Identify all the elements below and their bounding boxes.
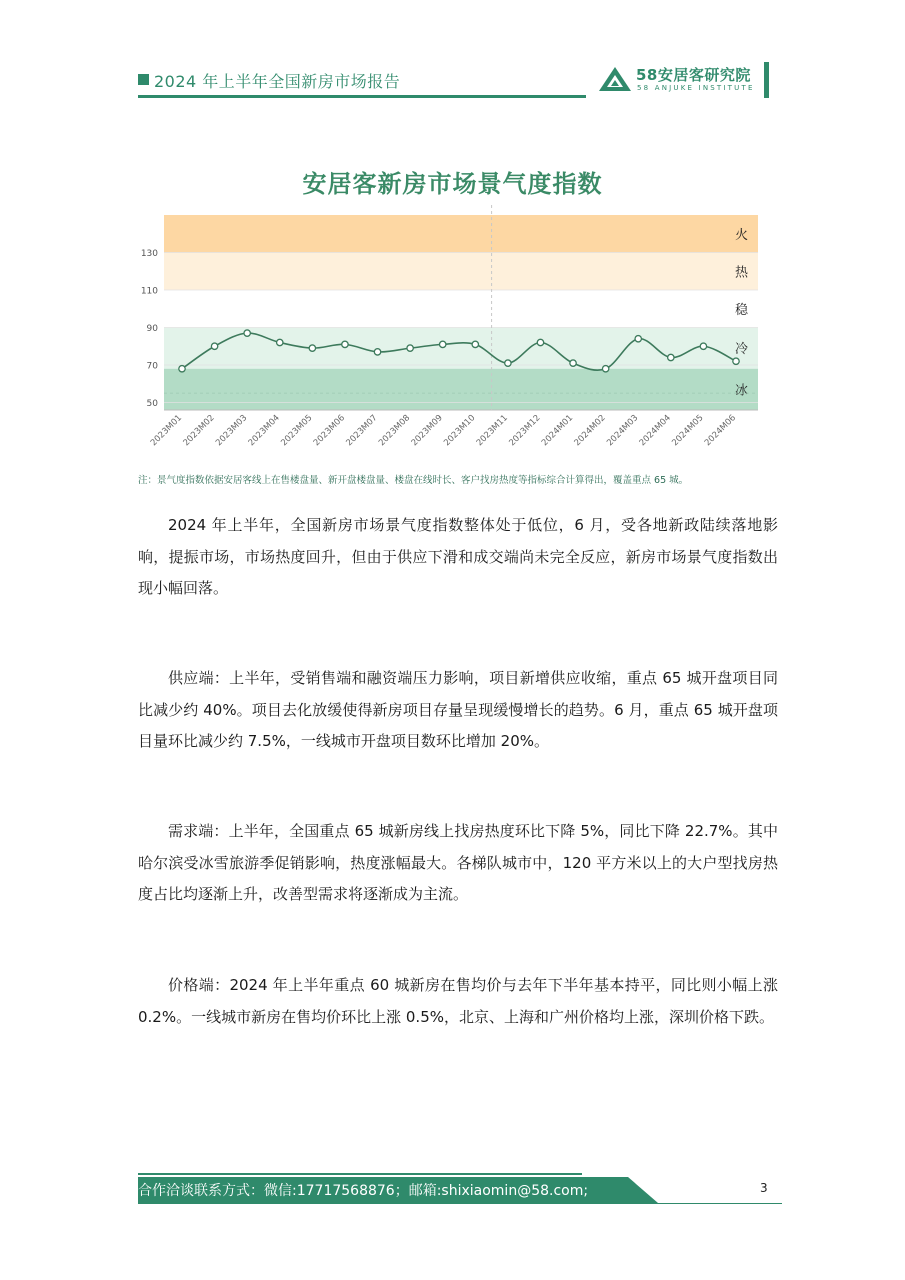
data-point xyxy=(733,358,739,364)
x-tick-label: 2023M04 xyxy=(246,413,282,449)
x-tick-label: 2024M04 xyxy=(637,413,673,449)
logo-subtitle: 58 ANJUKE INSTITUTE xyxy=(637,84,755,92)
page-number: 3 xyxy=(760,1181,768,1195)
data-point xyxy=(179,366,185,372)
band-label: 热 xyxy=(734,265,748,281)
data-point xyxy=(635,336,641,342)
y-tick-label: 110 xyxy=(140,286,158,297)
x-tick-label: 2024M02 xyxy=(572,413,608,449)
band-label: 稳 xyxy=(734,302,748,318)
y-tick-label: 130 xyxy=(140,249,158,259)
x-tick-label: 2024M03 xyxy=(605,413,641,449)
paragraph-text: 供应端：上半年，受销售端和融资端压力影响，项目新增供应收缩，重点 65 城开盘项目同比减少约 40%。项目去化放缓使得新房项目存量呈现缓慢增长的趋势。6 月，重点 65 城开盘项目量环比减少约 7.5%，一线城市开盘项目数环比增加 20%。 xyxy=(138,669,778,750)
report-title: 2024 年上半年全国新房市场报告 xyxy=(154,72,401,91)
band-1 xyxy=(164,253,758,291)
data-point xyxy=(537,339,543,345)
x-tick-label: 2023M10 xyxy=(442,413,478,449)
paragraph-text: 2024 年上半年，全国新房市场景气度指数整体处于低位，6 月，受各地新政陆续落地影响，提振市场，市场热度回升，但由于供应下滑和成交端尚未完全反应，新房市场景气度指数出现小幅回落。 xyxy=(138,516,778,597)
data-point xyxy=(602,366,608,372)
x-tick-label: 2023M07 xyxy=(344,413,380,449)
x-tick-label: 2023M02 xyxy=(181,413,217,449)
paragraph-supply xyxy=(138,663,778,758)
data-point xyxy=(342,341,348,347)
paragraph-demand xyxy=(138,816,778,911)
band-label: 冰 xyxy=(734,383,748,399)
page-header xyxy=(0,0,905,110)
data-point xyxy=(472,341,478,347)
x-tick-label: 2023M09 xyxy=(409,413,445,449)
anjuke-logo-icon xyxy=(598,66,632,92)
data-point xyxy=(440,341,446,347)
x-tick-label: 2024M01 xyxy=(539,413,576,449)
data-point xyxy=(570,360,576,366)
band-4 xyxy=(164,369,758,410)
data-point xyxy=(407,345,413,351)
x-tick-label: 2023M03 xyxy=(214,413,250,449)
header-square-icon xyxy=(138,74,149,85)
chart-note: 注：景气度指数依据安居客线上在售楼盘量、新开盘楼盘量、楼盘在线时长、客户找房热度等指标综合计算得出，覆盖重点 65 城。 xyxy=(138,475,689,486)
data-point xyxy=(211,343,217,349)
logo-text: 58安居客研究院 xyxy=(636,66,751,84)
y-tick-label: 50 xyxy=(146,399,158,409)
data-point xyxy=(244,330,250,336)
footer-line xyxy=(138,1203,782,1204)
paragraph-text: 价格端：2024 年上半年重点 60 城新房在售均价与去年下半年基本持平，同比则小幅上涨 0.2%。一线城市新房在售均价环比上涨 0.5%，北京、上海和广州价格均上涨，深圳价格下跌。 xyxy=(138,976,778,1026)
band-0 xyxy=(164,215,758,253)
paragraph-summary xyxy=(138,510,778,605)
x-tick-label: 2023M12 xyxy=(507,413,543,449)
x-tick-label: 2023M08 xyxy=(377,413,413,449)
data-point xyxy=(374,349,380,355)
y-tick-label: 70 xyxy=(146,361,158,372)
data-point xyxy=(309,345,315,351)
x-tick-label: 2023M11 xyxy=(474,413,511,449)
x-tick-label: 2023M01 xyxy=(148,413,185,449)
data-point xyxy=(700,343,706,349)
y-tick-label: 90 xyxy=(146,324,158,334)
header-rule xyxy=(138,95,586,98)
paragraph-text: 需求端：上半年，全国重点 65 城新房线上找房热度环比下降 5%，同比下降 22.7%。其中哈尔滨受冰雪旅游季促销影响，热度涨幅最大。各梯队城市中，120 平方米以上的大户型找房热度占比均逐渐上升，改善型需求将逐渐成为主流。 xyxy=(138,822,778,903)
paragraph-price xyxy=(138,970,778,1033)
x-tick-label: 2023M06 xyxy=(311,413,348,449)
footer-contact: 合作洽谈联系方式：微信:17717568876；邮箱:shixiaomin@58.com; xyxy=(138,1183,589,1199)
data-point xyxy=(505,360,511,366)
chart-title: 安居客新房市场景气度指数 xyxy=(302,170,603,198)
data-point xyxy=(277,339,283,345)
data-point xyxy=(668,354,674,360)
x-tick-label: 2023M05 xyxy=(279,413,315,449)
footer-rule xyxy=(138,1173,582,1175)
logo-bar xyxy=(764,62,769,98)
climate-index-chart xyxy=(130,205,780,475)
band-label: 火 xyxy=(734,227,748,243)
x-tick-label: 2024M06 xyxy=(702,413,739,449)
x-tick-label: 2024M05 xyxy=(670,413,706,449)
band-label: 冷 xyxy=(734,342,748,358)
band-2 xyxy=(164,290,758,328)
